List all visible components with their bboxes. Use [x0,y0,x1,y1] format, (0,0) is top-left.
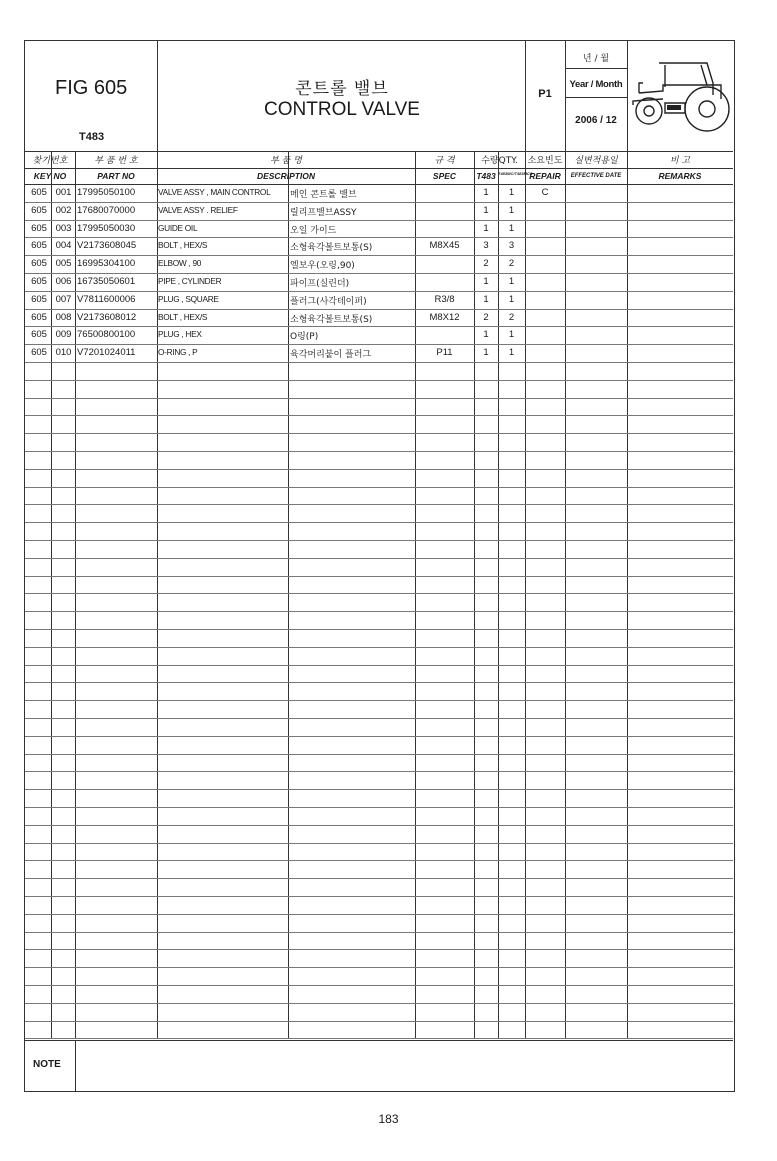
cell-q1: 1 [483,222,489,234]
cell-fig: 605 [31,258,47,270]
col-key-ko: 찾기번호 [32,156,68,166]
col-qty-ko: 수량QTY. [481,156,518,166]
empty-table-row [25,790,733,808]
cell-fig: 605 [31,293,47,305]
empty-table-row [25,399,733,417]
col-effdate-en: EFFECTIVE DATE [570,173,622,179]
table-row [25,274,733,292]
empty-table-row [25,950,733,968]
cell-desc-ko: O링(P) [290,332,319,343]
cell-part: V2173608045 [77,240,137,252]
empty-table-row [25,986,733,1004]
table-row [25,345,733,363]
cell-q1: 1 [483,187,489,198]
cell-key: 010 [55,347,72,359]
cell-key: 008 [55,311,72,323]
cell-q1: 3 [483,240,489,252]
cell-fig: 605 [31,311,47,323]
cell-fig: 605 [31,204,47,216]
year-month-korean: 년 / 월 [582,54,610,64]
col-desc-en: DESCRIPTION [256,171,316,181]
cell-key: 005 [55,258,72,270]
col-spec-ko: 규 격 [434,156,455,166]
cell-desc-ko: 메인 콘트롤 밸브 [290,190,357,200]
sheet-header [25,41,733,152]
cell-q1: 2 [483,311,489,323]
cell-q1: 2 [483,258,489,270]
col-desc-ko: 부 품 명 [270,156,302,166]
col-key-en: KEY NO [33,171,67,181]
cell-q2: 1 [508,276,515,287]
cell-fig: 605 [31,347,47,359]
cell-q2: 1 [508,293,515,305]
empty-table-row [25,505,733,523]
empty-table-row [25,470,733,488]
cell-q1: 1 [483,204,489,216]
empty-table-row [25,612,733,630]
cell-q2: 3 [508,240,515,252]
empty-table-row [25,523,733,541]
empty-table-row [25,434,733,452]
cell-part: 17995050100 [77,187,136,198]
year-month-box [565,41,627,152]
cell-part: 16995304100 [77,258,136,270]
cell-spec: M8X45 [429,240,460,252]
cell-desc: BOLT , HEX/S [158,240,208,251]
figure-number: FIG 605 [55,77,128,99]
cell-desc-ko: 소형육각볼트보통(S) [290,243,373,254]
empty-table-row [25,808,733,826]
cell-key: 002 [55,204,72,216]
cell-key: 007 [55,293,72,305]
cell-desc: VALVE ASSY . RELIEF [158,204,238,215]
cell-q2: 2 [508,258,515,270]
col-repair-en: REPAIR [529,171,561,181]
col-remarks-en: REMARKS [658,171,702,181]
empty-table-row [25,915,733,933]
parts-sheet [24,40,735,1092]
cell-q1: 1 [483,276,489,287]
empty-table-row [25,701,733,719]
empty-table-row [25,577,733,595]
cell-desc: GUIDE OIL [158,222,198,233]
empty-table-row [25,416,733,434]
table-row [25,221,733,239]
empty-table-row [25,363,733,381]
empty-table-row [25,488,733,506]
cell-q2: 1 [508,204,515,216]
cell-desc-ko: 소형육각볼트보통(S) [290,314,373,325]
table-row [25,310,733,328]
cell-fig: 605 [31,276,47,287]
cell-desc-ko: 파이프(실린더) [290,279,350,289]
cell-desc: PLUG , SQUARE [158,293,219,304]
cell-fig: 605 [31,240,47,252]
cell-desc: O-RING , P [158,347,198,358]
empty-table-row [25,381,733,399]
table-row [25,203,733,221]
empty-table-row [25,719,733,737]
col-repair-ko: 소요빈도 [527,156,563,166]
cell-q2: 1 [508,329,515,341]
cell-part: 17995050030 [77,222,136,234]
cell-q1: 1 [483,347,489,359]
cell-desc: ELBOW , 90 [158,258,202,269]
page-number: 183 [378,1112,399,1126]
col-spec-en: SPEC [432,171,457,181]
cell-key: 009 [55,329,72,341]
cell-desc-ko: 릴리프밸브ASSY [290,207,357,218]
cell-spec: P11 [436,347,453,359]
title-english: CONTROL VALVE [264,99,420,120]
empty-table-row [25,968,733,986]
empty-table-row [25,541,733,559]
empty-table-row [25,772,733,790]
cell-key: 003 [55,222,72,234]
col-part-ko: 부 품 번 호 [94,156,138,166]
cell-spec: M8X12 [429,311,460,323]
col-part-en: PART NO [97,171,135,181]
cell-desc: PIPE , CYLINDER [158,276,222,286]
table-row [25,327,733,345]
issue-date: 2006 / 12 [575,115,617,126]
cell-repair: C [541,187,549,198]
cell-desc: PLUG , HEX [158,329,202,340]
cell-desc-ko: 오일 가이드 [290,225,337,236]
cell-part: 16735050601 [77,276,136,287]
note-area [25,1040,733,1092]
cell-fig: 605 [31,329,47,341]
cell-key: 006 [55,276,72,287]
table-row [25,238,733,256]
table-row [25,292,733,310]
cell-desc-ko: 플러그(사각테이퍼) [290,296,367,307]
empty-table-row [25,1022,733,1040]
empty-table-row [25,755,733,773]
empty-table-row [25,737,733,755]
column-header-row [25,151,733,185]
cell-part: V7201024011 [77,347,136,359]
col-remarks-ko: 비 고 [669,156,691,166]
cell-part: V7811600006 [77,293,136,305]
cell-q2: 1 [508,222,515,234]
cell-q1: 1 [483,293,489,305]
cell-part: 17680070000 [77,204,136,216]
cell-spec: R3/8 [434,293,455,305]
cell-q2: 1 [508,347,515,359]
cell-q2: 1 [508,187,515,198]
cell-desc-ko: 육각머리붙이 플러그 [290,350,372,361]
note-label: NOTE [33,1059,61,1070]
cell-key: 001 [55,187,72,198]
page-code: P1 [538,88,552,100]
table-row [25,256,733,274]
empty-table-row [25,559,733,577]
col-effdate-ko: 실변적용일 [574,156,618,166]
cell-key: 004 [55,240,72,252]
empty-table-row [25,630,733,648]
empty-table-row [25,826,733,844]
cell-part: 76500800100 [77,329,136,341]
cell-desc: BOLT , HEX/S [158,311,208,322]
col-qty-t483: T483 [476,171,496,181]
model-code: T483 [79,131,105,143]
table-row [25,185,733,203]
year-month-label: Year / Month [569,79,623,90]
empty-table-row [25,666,733,684]
cell-fig: 605 [31,187,47,198]
empty-table-row [25,879,733,897]
cell-q1: 1 [483,329,489,341]
cell-desc-ko: 엘보우(오링,90) [290,261,355,272]
empty-table-row [25,683,733,701]
title-korean: 콘트롤 밸브 [295,79,389,99]
cell-fig: 605 [31,222,47,234]
empty-table-row [25,452,733,470]
col-qty-mc: T483MC/T483MCS [498,171,533,176]
cell-q2: 2 [508,311,515,323]
empty-table-row [25,1004,733,1022]
cell-desc: VALVE ASSY , MAIN CONTROL [158,187,271,197]
empty-table-row [25,861,733,879]
cell-part: V2173608012 [77,311,137,323]
empty-table-row [25,897,733,915]
empty-table-row [25,594,733,612]
empty-table-row [25,933,733,951]
empty-table-row [25,844,733,862]
tractor-icon [629,55,731,137]
empty-table-row [25,648,733,666]
